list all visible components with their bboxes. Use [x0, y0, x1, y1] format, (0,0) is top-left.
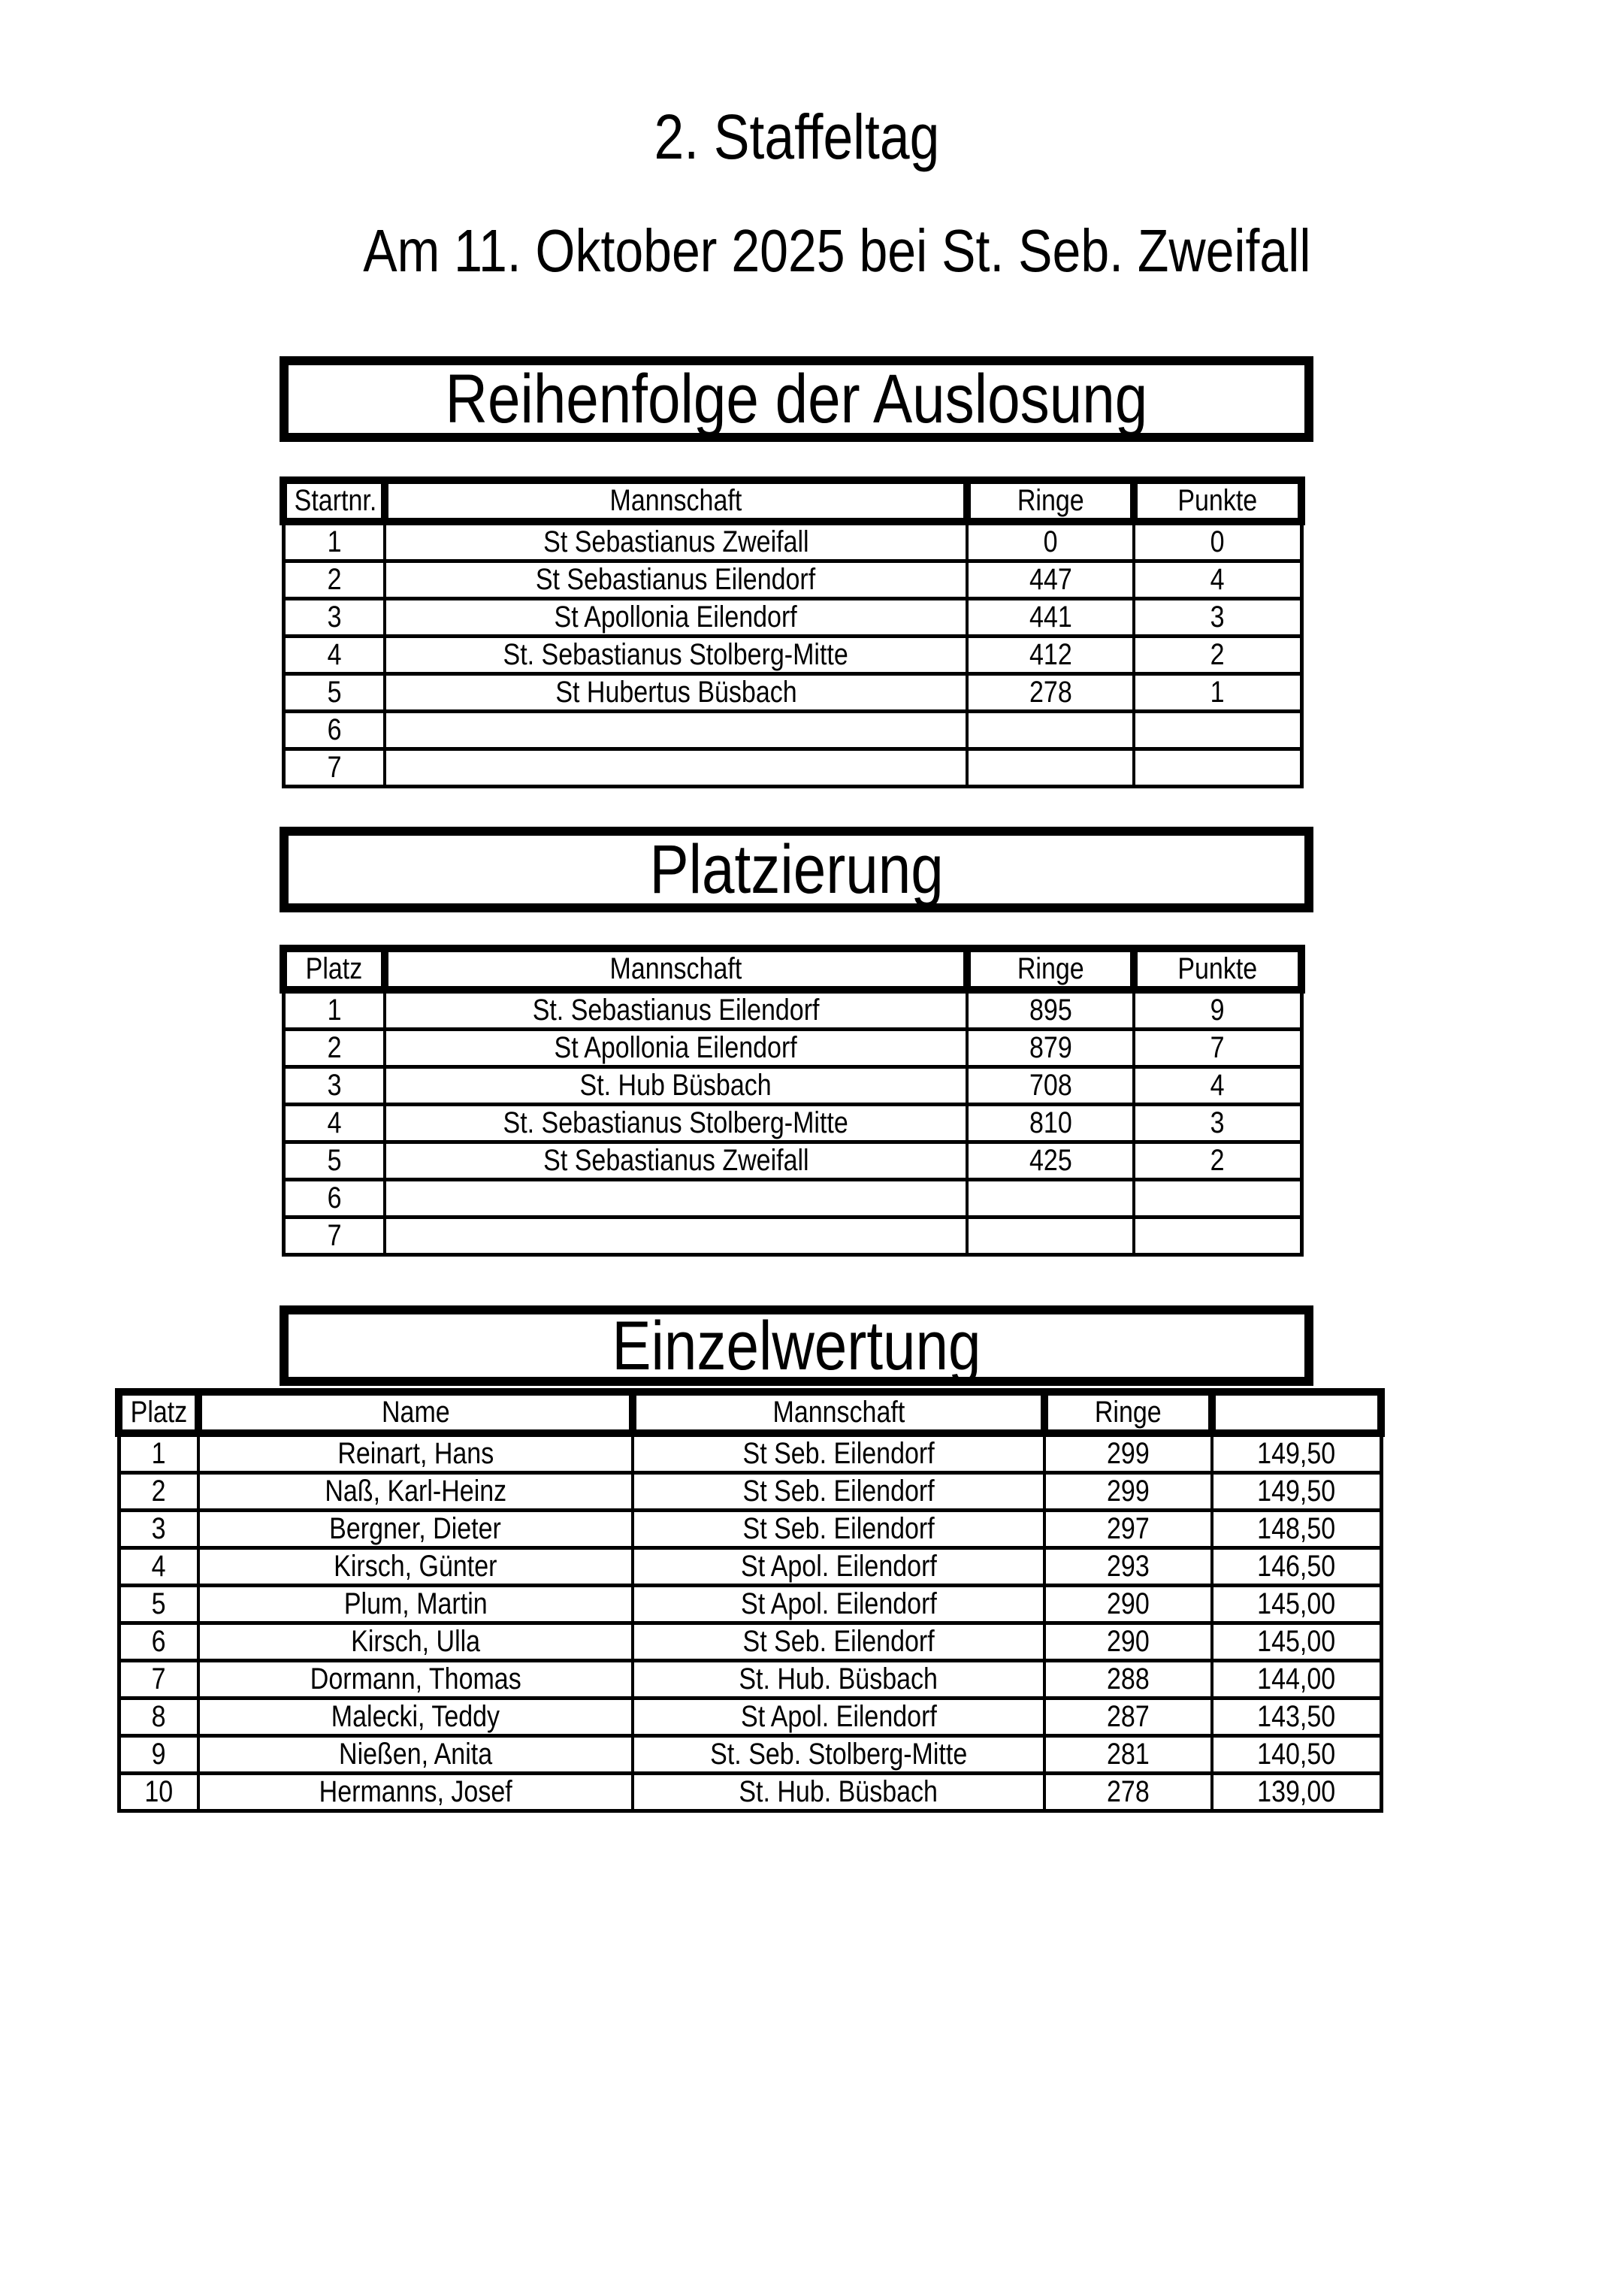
cell-ringe [1044, 1511, 1212, 1548]
cell-punkte [1134, 1218, 1301, 1255]
column-header-text: Platz [130, 1396, 187, 1429]
cell-mannschaft [633, 1661, 1044, 1699]
cell-text: 1 [1210, 676, 1225, 709]
column-header-startnr [283, 480, 385, 522]
cell-startnr [283, 637, 385, 674]
cell-punkte [1134, 712, 1301, 749]
cell-text: 810 [1029, 1106, 1072, 1139]
cell-ringe [967, 1030, 1134, 1067]
column-header-ringe [967, 480, 1134, 522]
cell-ringe [1044, 1548, 1212, 1586]
cell-text: 7 [1210, 1031, 1225, 1064]
cell-text: 3 [1210, 1106, 1225, 1139]
cell-text: St Sebastianus Zweifall [543, 1144, 809, 1177]
cell-ringe [967, 1218, 1134, 1255]
column-header-punkte [1134, 948, 1301, 990]
cell-name [198, 1473, 633, 1511]
cell-ringe [967, 1142, 1134, 1180]
cell-text: 6 [327, 1181, 342, 1215]
column-header-text: Name [381, 1396, 450, 1429]
cell-text: 879 [1029, 1031, 1072, 1064]
cell-text: 146,50 [1257, 1550, 1336, 1583]
banner-einzelwertung-text: Einzelwertung [612, 1307, 981, 1384]
cell-punkte [1134, 1067, 1301, 1105]
cell-ringe [1044, 1586, 1212, 1623]
cell-text: 425 [1029, 1144, 1072, 1177]
column-header-ringe [967, 948, 1134, 990]
cell-text: Naß, Karl-Heinz [325, 1475, 506, 1508]
cell-text: Reinart, Hans [337, 1437, 494, 1470]
cell-text: 3 [327, 600, 342, 634]
table-row [283, 1142, 1301, 1180]
cell-mannschaft [385, 712, 967, 749]
cell-text: St. Hub. Büsbach [739, 1662, 938, 1696]
cell-platz [283, 1105, 385, 1142]
cell-text: 5 [151, 1587, 166, 1620]
cell-startnr [283, 561, 385, 599]
column-header-text: Punkte [1177, 952, 1258, 985]
cell-mannschaft [633, 1511, 1044, 1548]
cell-mannschaft [633, 1699, 1044, 1736]
cell-mannschaft [385, 1067, 967, 1105]
cell-name [198, 1548, 633, 1586]
cell-mannschaft [385, 1105, 967, 1142]
table-row [119, 1623, 1381, 1661]
cell-mannschaft [633, 1548, 1044, 1586]
cell-text: 7 [327, 1219, 342, 1252]
table-row [119, 1661, 1381, 1699]
banner-einzelwertung [280, 1305, 1313, 1386]
cell-platz [119, 1623, 198, 1661]
table-row [283, 749, 1301, 787]
table-row [283, 1105, 1301, 1142]
column-header-text: Startnr. [294, 484, 377, 517]
cell-punkte [1134, 561, 1301, 599]
cell-text: 0 [1043, 525, 1058, 558]
cell-text: 299 [1107, 1475, 1150, 1508]
table-header-row [283, 948, 1301, 990]
cell-text: 149,50 [1257, 1475, 1336, 1508]
cell-ringe [1044, 1736, 1212, 1774]
cell-platz [283, 1067, 385, 1105]
cell-wert [1212, 1699, 1381, 1736]
cell-text: 8 [151, 1700, 166, 1733]
cell-text: St Apol. Eilendorf [740, 1700, 937, 1733]
cell-text: 145,00 [1257, 1587, 1336, 1620]
cell-mannschaft [385, 1142, 967, 1180]
column-header-name [198, 1392, 633, 1433]
cell-name [198, 1661, 633, 1699]
cell-punkte [1134, 1105, 1301, 1142]
cell-punkte [1134, 749, 1301, 787]
table-row [283, 561, 1301, 599]
page-title [280, 101, 1313, 172]
page-subtitle [280, 219, 1313, 283]
table-row [283, 599, 1301, 637]
table-row [119, 1433, 1381, 1473]
cell-ringe [1044, 1473, 1212, 1511]
cell-ringe [967, 561, 1134, 599]
cell-text: 6 [327, 713, 342, 746]
banner-platzierung-text: Platzierung [649, 831, 944, 908]
cell-wert [1212, 1736, 1381, 1774]
table-row [283, 1030, 1301, 1067]
cell-name [198, 1699, 633, 1736]
cell-text: 4 [151, 1550, 166, 1583]
cell-platz [283, 1180, 385, 1218]
cell-text: 297 [1107, 1512, 1150, 1545]
column-header-mannschaft [633, 1392, 1044, 1433]
cell-text: St. Sebastianus Stolberg-Mitte [503, 1106, 849, 1139]
cell-text: 441 [1029, 600, 1072, 634]
cell-text: St Apollonia Eilendorf [554, 600, 798, 634]
cell-wert [1212, 1511, 1381, 1548]
cell-text: St. Hub. Büsbach [739, 1775, 938, 1808]
cell-text: 149,50 [1257, 1437, 1336, 1470]
cell-ringe [967, 990, 1134, 1030]
cell-mannschaft [385, 749, 967, 787]
cell-text: St. Hub Büsbach [579, 1069, 772, 1102]
banner-auslosung-text: Reihenfolge der Auslosung [445, 361, 1148, 437]
cell-platz [283, 990, 385, 1030]
table-row [119, 1774, 1381, 1811]
cell-ringe [967, 1105, 1134, 1142]
table-row [119, 1548, 1381, 1586]
cell-platz [119, 1548, 198, 1586]
cell-text: 3 [151, 1512, 166, 1545]
table-row [119, 1473, 1381, 1511]
cell-text: 4 [1210, 563, 1225, 596]
cell-text: St Hubertus Büsbach [555, 676, 797, 709]
cell-text: 278 [1029, 676, 1072, 709]
table-row [119, 1586, 1381, 1623]
cell-platz [119, 1511, 198, 1548]
cell-mannschaft [633, 1433, 1044, 1473]
cell-platz [119, 1473, 198, 1511]
cell-mannschaft [633, 1473, 1044, 1511]
cell-platz [119, 1699, 198, 1736]
column-header-text: Ringe [1017, 952, 1084, 985]
cell-text: Kirsch, Ulla [351, 1625, 480, 1658]
cell-ringe [967, 674, 1134, 712]
cell-wert [1212, 1548, 1381, 1586]
cell-text: Malecki, Teddy [331, 1700, 500, 1733]
cell-platz [119, 1774, 198, 1811]
table-row [283, 712, 1301, 749]
cell-platz [283, 1218, 385, 1255]
cell-mannschaft [385, 599, 967, 637]
cell-name [198, 1736, 633, 1774]
cell-name [198, 1511, 633, 1548]
cell-ringe [967, 599, 1134, 637]
column-header-text: Mannschaft [772, 1396, 905, 1429]
cell-text: St Seb. Eilendorf [742, 1512, 935, 1545]
table-einzelwertung [115, 1388, 1385, 1813]
cell-text: 287 [1107, 1700, 1150, 1733]
cell-name [198, 1433, 633, 1473]
banner-platzierung [280, 827, 1313, 912]
cell-mannschaft [633, 1586, 1044, 1623]
cell-platz [119, 1736, 198, 1774]
cell-text: Plum, Martin [343, 1587, 488, 1620]
cell-mannschaft [385, 1030, 967, 1067]
table-auslosung [280, 476, 1305, 788]
column-header-mannschaft [385, 480, 967, 522]
cell-startnr [283, 712, 385, 749]
table-header-row [119, 1392, 1381, 1433]
cell-text: Bergner, Dieter [329, 1512, 502, 1545]
table-row [283, 1218, 1301, 1255]
cell-text: 1 [327, 525, 342, 558]
cell-text: 5 [327, 1144, 342, 1177]
cell-wert [1212, 1774, 1381, 1811]
cell-text: 145,00 [1257, 1625, 1336, 1658]
column-header-text: Mannschaft [609, 484, 742, 517]
table-row [119, 1736, 1381, 1774]
cell-text: 2 [1210, 638, 1225, 671]
cell-text: St. Seb. Stolberg-Mitte [709, 1738, 968, 1771]
cell-ringe [967, 522, 1134, 561]
cell-text: 2 [1210, 1144, 1225, 1177]
cell-text: 10 [144, 1775, 174, 1808]
cell-text: Hermanns, Josef [319, 1775, 512, 1808]
cell-text: 144,00 [1257, 1662, 1336, 1696]
cell-ringe [967, 1180, 1134, 1218]
cell-ringe [967, 1067, 1134, 1105]
cell-text: 278 [1107, 1775, 1150, 1808]
column-header-text: Platz [305, 952, 363, 985]
cell-text: 2 [327, 563, 342, 596]
cell-text: 2 [151, 1475, 166, 1508]
cell-punkte [1134, 990, 1301, 1030]
cell-text: 447 [1029, 563, 1072, 596]
cell-wert [1212, 1586, 1381, 1623]
cell-mannschaft [633, 1736, 1044, 1774]
cell-punkte [1134, 522, 1301, 561]
column-header-ringe [1044, 1392, 1212, 1433]
cell-text: St Sebastianus Zweifall [543, 525, 809, 558]
cell-text: 140,50 [1257, 1738, 1336, 1771]
cell-text: St Seb. Eilendorf [742, 1475, 935, 1508]
cell-wert [1212, 1661, 1381, 1699]
cell-mannschaft [385, 1218, 967, 1255]
cell-text: St Seb. Eilendorf [742, 1437, 935, 1470]
cell-text: 0 [1210, 525, 1225, 558]
cell-text: St Sebastianus Eilendorf [536, 563, 816, 596]
cell-name [198, 1623, 633, 1661]
cell-text: 290 [1107, 1587, 1150, 1620]
cell-text: 148,50 [1257, 1512, 1336, 1545]
cell-text: 895 [1029, 994, 1072, 1027]
cell-text: 412 [1029, 638, 1072, 671]
cell-text: 1 [151, 1437, 166, 1470]
cell-text: 290 [1107, 1625, 1150, 1658]
column-header-punkte [1134, 480, 1301, 522]
cell-ringe [1044, 1699, 1212, 1736]
table-row [119, 1511, 1381, 1548]
cell-text: Kirsch, Günter [334, 1550, 497, 1583]
cell-punkte [1134, 599, 1301, 637]
cell-ringe [1044, 1774, 1212, 1811]
banner-auslosung [280, 356, 1313, 442]
cell-punkte [1134, 637, 1301, 674]
cell-text: Dormann, Thomas [310, 1662, 521, 1696]
table-row [283, 637, 1301, 674]
cell-text: 9 [1210, 994, 1225, 1027]
table-platzierung [280, 945, 1305, 1257]
cell-text: St Apol. Eilendorf [740, 1550, 937, 1583]
cell-wert [1212, 1623, 1381, 1661]
cell-ringe [967, 712, 1134, 749]
cell-punkte [1134, 1142, 1301, 1180]
page-title-text: 2. Staffeltag [654, 101, 939, 172]
cell-text: 288 [1107, 1662, 1150, 1696]
cell-startnr [283, 749, 385, 787]
cell-ringe [967, 637, 1134, 674]
table-row [283, 1180, 1301, 1218]
cell-text: 3 [1210, 600, 1225, 634]
cell-platz [119, 1586, 198, 1623]
cell-platz [283, 1030, 385, 1067]
column-header-mannschaft [385, 948, 967, 990]
column-header-text: Ringe [1095, 1396, 1162, 1429]
cell-platz [119, 1661, 198, 1699]
cell-startnr [283, 522, 385, 561]
cell-wert [1212, 1433, 1381, 1473]
cell-mannschaft [633, 1774, 1044, 1811]
table-row [283, 674, 1301, 712]
cell-text: St. Sebastianus Stolberg-Mitte [503, 638, 849, 671]
cell-text: 139,00 [1257, 1775, 1336, 1808]
cell-platz [119, 1433, 198, 1473]
cell-text: 1 [327, 994, 342, 1027]
cell-text: 4 [327, 1106, 342, 1139]
cell-platz [283, 1142, 385, 1180]
table-row [283, 522, 1301, 561]
column-header-platz [119, 1392, 198, 1433]
cell-mannschaft [385, 637, 967, 674]
cell-mannschaft [385, 561, 967, 599]
table-row [283, 1067, 1301, 1105]
cell-punkte [1134, 1030, 1301, 1067]
cell-ringe [1044, 1661, 1212, 1699]
cell-text: St Apol. Eilendorf [740, 1587, 937, 1620]
cell-text: 143,50 [1257, 1700, 1336, 1733]
cell-text: Nießen, Anita [338, 1738, 493, 1771]
cell-mannschaft [633, 1623, 1044, 1661]
cell-ringe [967, 749, 1134, 787]
cell-text: 2 [327, 1031, 342, 1064]
cell-text: St Seb. Eilendorf [742, 1625, 935, 1658]
cell-startnr [283, 599, 385, 637]
cell-mannschaft [385, 522, 967, 561]
cell-text: 708 [1029, 1069, 1072, 1102]
table-header-row [283, 480, 1301, 522]
cell-name [198, 1774, 633, 1811]
column-header-text: Punkte [1177, 484, 1258, 517]
page-subtitle-text: Am 11. Oktober 2025 bei St. Seb. Zweifall [363, 217, 1311, 284]
cell-text: St. Sebastianus Eilendorf [532, 994, 820, 1027]
column-header-blank [1212, 1392, 1381, 1433]
cell-name [198, 1586, 633, 1623]
cell-punkte [1134, 1180, 1301, 1218]
cell-text: 7 [327, 751, 342, 784]
cell-wert [1212, 1473, 1381, 1511]
cell-text: 3 [327, 1069, 342, 1102]
cell-text: 281 [1107, 1738, 1150, 1771]
column-header-text: Ringe [1017, 484, 1084, 517]
table-row [119, 1699, 1381, 1736]
column-header-text: Mannschaft [609, 952, 742, 985]
column-header-platz [283, 948, 385, 990]
cell-text: St Apollonia Eilendorf [554, 1031, 798, 1064]
cell-text: 299 [1107, 1437, 1150, 1470]
cell-text: 6 [151, 1625, 166, 1658]
cell-mannschaft [385, 674, 967, 712]
table-row [283, 990, 1301, 1030]
cell-text: 4 [327, 638, 342, 671]
cell-text: 9 [151, 1738, 166, 1771]
cell-punkte [1134, 674, 1301, 712]
cell-startnr [283, 674, 385, 712]
cell-ringe [1044, 1623, 1212, 1661]
cell-mannschaft [385, 1180, 967, 1218]
cell-text: 5 [327, 676, 342, 709]
cell-ringe [1044, 1433, 1212, 1473]
cell-text: 293 [1107, 1550, 1150, 1583]
cell-mannschaft [385, 990, 967, 1030]
cell-text: 4 [1210, 1069, 1225, 1102]
cell-text: 7 [151, 1662, 166, 1696]
